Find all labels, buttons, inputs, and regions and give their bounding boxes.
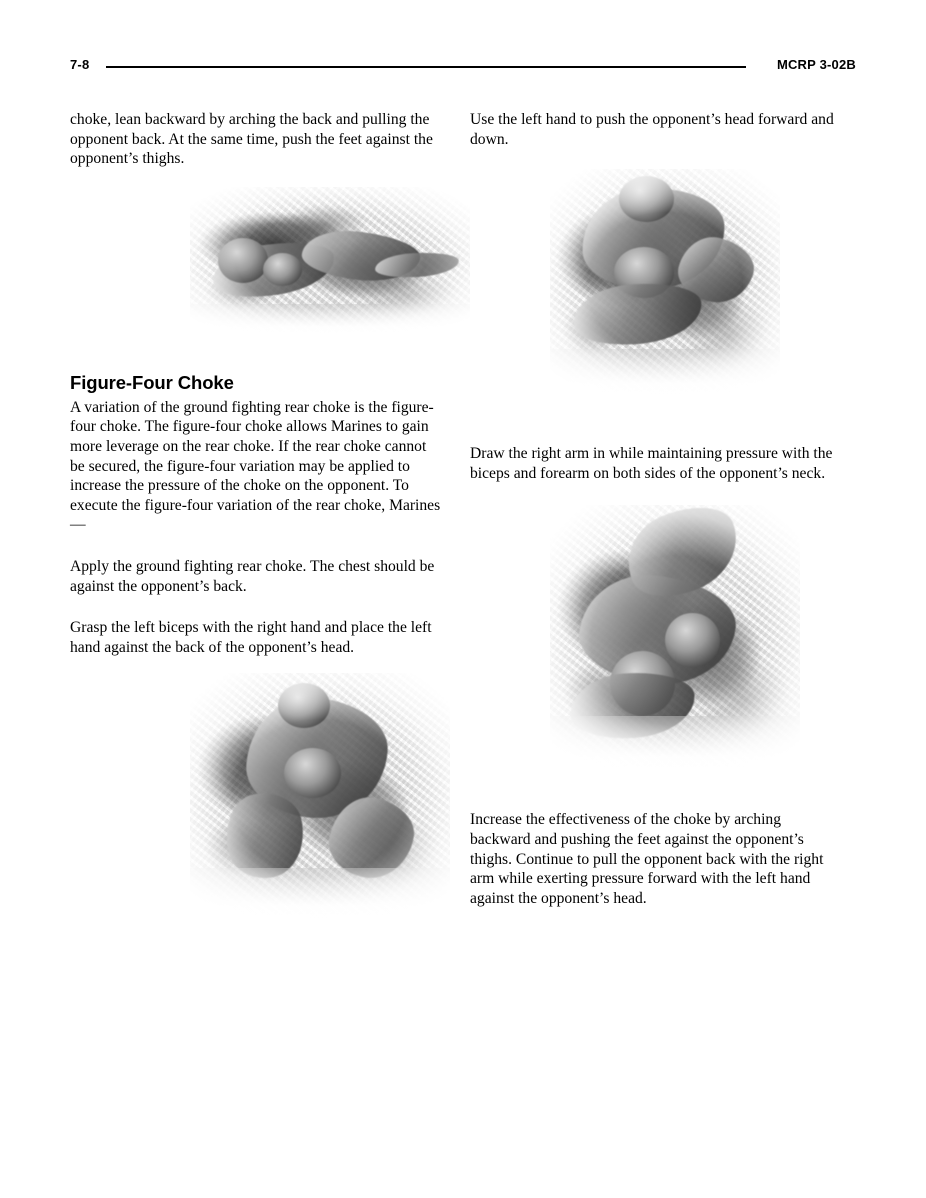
paragraph-grasp-left-biceps: Grasp the left biceps with the right hand and place the left hand against the back of the opponent’s head. <box>70 619 432 656</box>
paragraph-increase-effectiveness: Increase the effectiveness of the choke by arching backward and pushing the feet against the opponent’s thighs. Continue to pull the opponent back with the right arm while exerting pressure forward with the left hand against the opponent’s head. <box>470 811 824 907</box>
figure-container-draw-arm-in <box>470 505 842 810</box>
figure-container-push-head-forward <box>470 169 842 444</box>
right-column <box>470 110 842 908</box>
paragraph-push-head-forward: Use the left hand to push the opponent’s head forward and down. <box>470 111 834 148</box>
paragraph-choke-lean-backward: choke, lean backward by arching the back and pulling the opponent back. At the same time, push the feet against the opponent’s thighs. <box>70 111 433 168</box>
page-number: 7-8 <box>70 57 90 72</box>
header-divider-rule <box>106 66 746 68</box>
figure-container-rear-choke <box>70 187 442 372</box>
push-opponent-head-forward-photo <box>550 169 780 399</box>
left-column <box>70 110 442 943</box>
figure-container-figure-four-setup <box>70 673 442 943</box>
draw-right-arm-in-photo <box>550 505 800 775</box>
ground-fighting-rear-choke-photo <box>190 187 470 337</box>
section-heading-figure-four-choke: Figure-Four Choke <box>70 371 234 393</box>
document-identifier: MCRP 3-02B <box>776 57 856 72</box>
paragraph-apply-rear-choke: Apply the ground fighting rear choke. The chest should be against the opponent’s back. <box>70 557 435 595</box>
paragraph-draw-right-arm-in: Draw the right arm in while maintaining pressure with the biceps and forearm on both sides of the opponent’s neck. <box>470 445 833 482</box>
paragraph-figure-four-description: A variation of the ground fighting rear choke is the figure-four choke. The figure-four choke allows Marines to gain more leverage on the rear choke. If the rear choke cannot be secured, the figure-four variation may be applied to increase the pressure of the choke on the opponent. To execute the figure-four variation of the rear choke, Marines— <box>70 398 441 534</box>
figure-four-grasp-biceps-photo <box>190 673 450 923</box>
page-header <box>70 55 856 79</box>
